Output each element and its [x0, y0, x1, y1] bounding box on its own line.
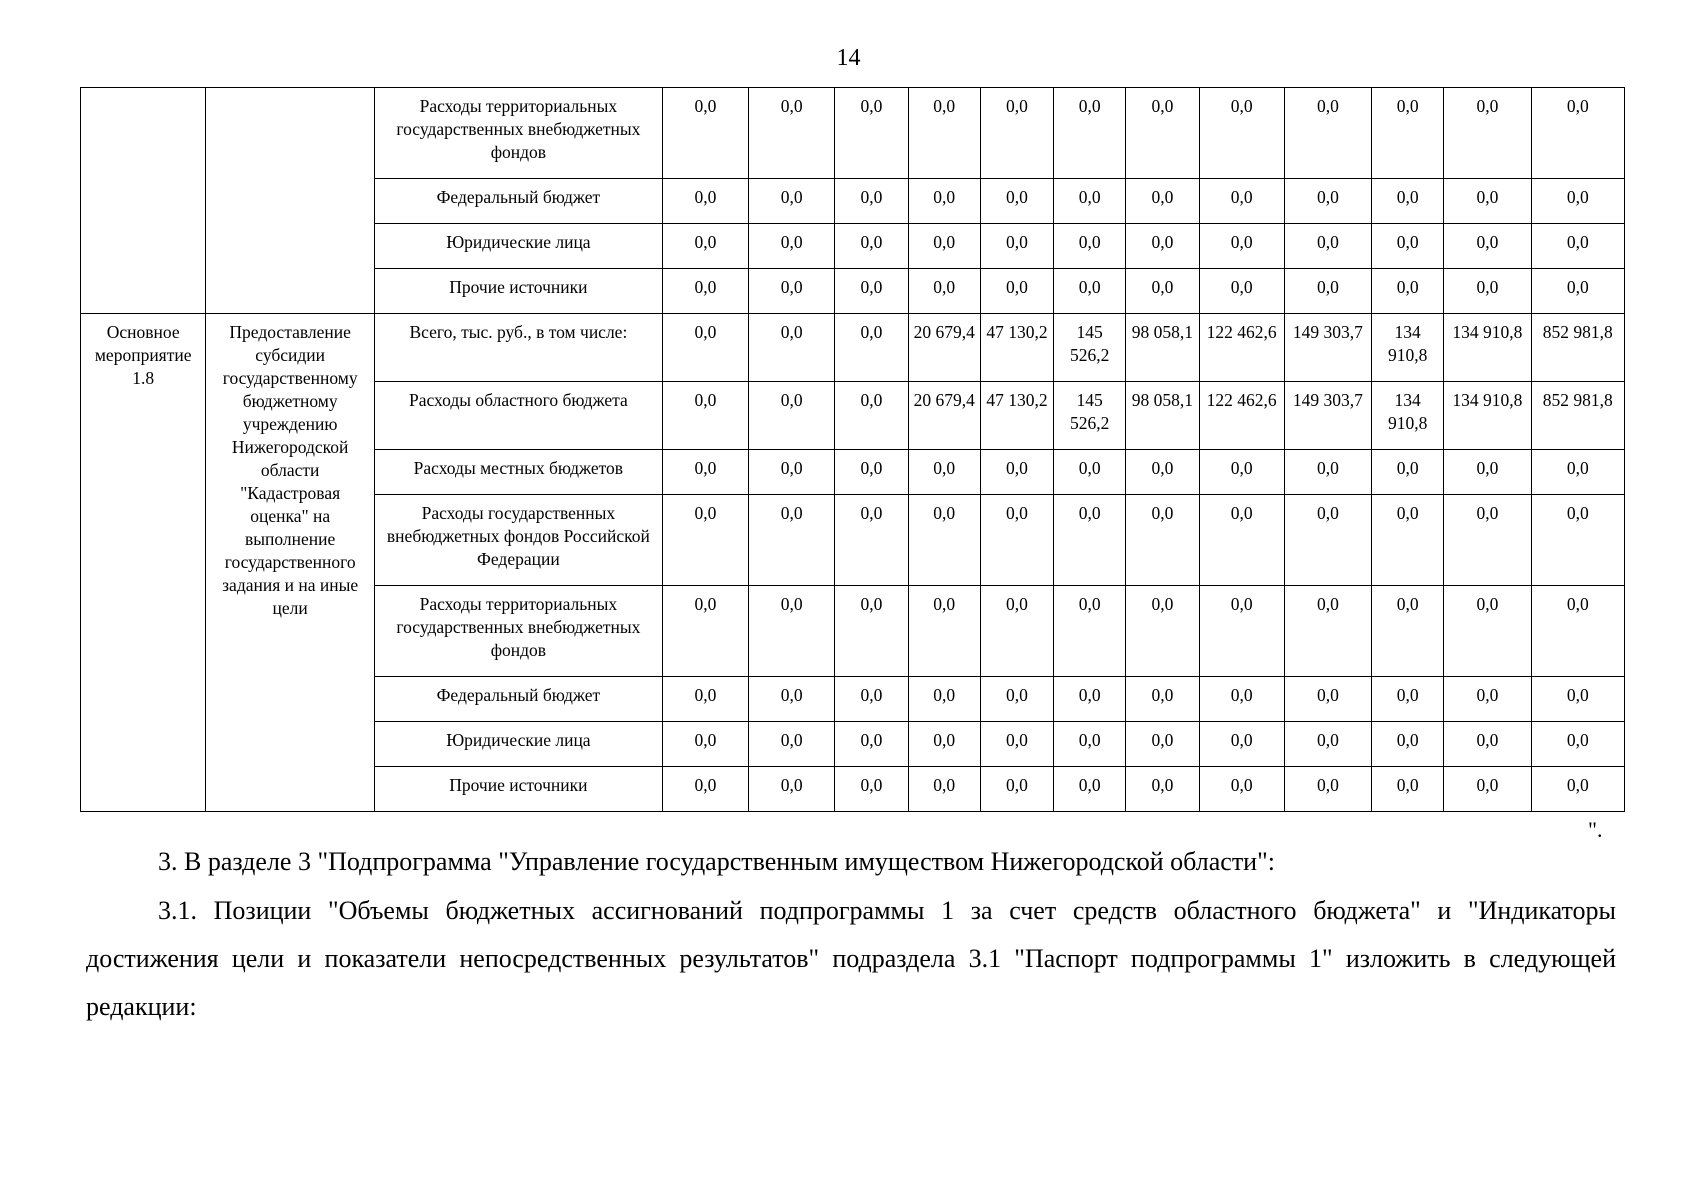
- value-cell: 852 981,8: [1531, 314, 1624, 382]
- value-cell: 0,0: [1126, 88, 1199, 179]
- source-cell: Юридические лица: [374, 224, 662, 269]
- value-cell: 0,0: [835, 586, 908, 677]
- value-cell: 0,0: [1284, 269, 1371, 314]
- value-cell: 0,0: [662, 450, 748, 495]
- value-cell: 0,0: [749, 450, 835, 495]
- value-cell: 0,0: [1054, 586, 1126, 677]
- source-cell: Расходы государственных внебюджетных фондов Российской Федерации: [374, 495, 662, 586]
- value-cell: 0,0: [1199, 224, 1284, 269]
- paragraph-section-3: 3. В разделе 3 "Подпрограмма "Управление государственным имуществом Нижегородской области":: [158, 847, 1275, 876]
- value-cell: 0,0: [749, 314, 835, 382]
- closing-quote-mark: ".: [1588, 817, 1603, 842]
- value-cell: 0,0: [1531, 677, 1624, 722]
- table-row: [81, 88, 1625, 179]
- source-cell: Федеральный бюджет: [374, 179, 662, 224]
- page-number: 14: [836, 45, 861, 71]
- value-cell: 0,0: [1054, 224, 1126, 269]
- value-cell: 0,0: [1054, 450, 1126, 495]
- value-cell: 0,0: [749, 495, 835, 586]
- value-cell: 0,0: [835, 767, 908, 812]
- value-cell: 0,0: [1284, 179, 1371, 224]
- value-cell: 0,0: [1531, 179, 1624, 224]
- value-cell: 0,0: [1199, 767, 1284, 812]
- value-cell: 0,0: [1199, 450, 1284, 495]
- value-cell: 134 910,8: [1444, 382, 1531, 450]
- value-cell: 0,0: [908, 722, 980, 767]
- value-cell: 0,0: [835, 495, 908, 586]
- value-cell: 0,0: [749, 269, 835, 314]
- value-cell: 0,0: [749, 767, 835, 812]
- value-cell: 0,0: [1284, 88, 1371, 179]
- value-cell: 0,0: [1284, 450, 1371, 495]
- value-cell: 0,0: [835, 450, 908, 495]
- value-cell: 149 303,7: [1284, 314, 1371, 382]
- value-cell: 0,0: [835, 88, 908, 179]
- value-cell: 0,0: [1531, 88, 1624, 179]
- value-cell: 0,0: [1284, 677, 1371, 722]
- value-cell: 0,0: [1284, 586, 1371, 677]
- value-cell: 0,0: [1199, 586, 1284, 677]
- value-cell: 0,0: [1372, 450, 1444, 495]
- value-cell: 0,0: [980, 179, 1053, 224]
- value-cell: 134 910,8: [1372, 382, 1444, 450]
- source-cell: Расходы территориальных государственных внебюджетных фондов: [374, 88, 662, 179]
- value-cell: 0,0: [662, 382, 748, 450]
- value-cell: 0,0: [908, 767, 980, 812]
- value-cell: 0,0: [1444, 179, 1531, 224]
- value-cell: 0,0: [980, 495, 1053, 586]
- value-cell: 0,0: [1444, 767, 1531, 812]
- paragraph-section-3-1: 3.1. Позиции "Объемы бюджетных ассигнований подпрограммы 1 за счет средств областного бюджета" и "Индикаторы достижения цели и показатели непосредственных результатов" подраздела 3.1 "Паспорт подпрограммы 1" изложить в следующей редакции:: [86, 896, 1616, 1021]
- description-cell: Предоставление субсидии государственному бюджетному учреждению Нижегородской области "Кадастровая оценка" на выполнение государственного задания и на иные цели: [206, 314, 375, 812]
- value-cell: 0,0: [662, 677, 748, 722]
- source-cell: Всего, тыс. руб., в том числе:: [374, 314, 662, 382]
- value-cell: 0,0: [1372, 269, 1444, 314]
- table-row: [81, 314, 1625, 382]
- value-cell: 0,0: [1054, 495, 1126, 586]
- value-cell: 0,0: [835, 677, 908, 722]
- value-cell: 0,0: [1126, 722, 1199, 767]
- value-cell: 122 462,6: [1199, 382, 1284, 450]
- value-cell: 0,0: [749, 179, 835, 224]
- value-cell: 0,0: [908, 269, 980, 314]
- source-cell: Расходы местных бюджетов: [374, 450, 662, 495]
- source-cell: Расходы территориальных государственных внебюджетных фондов: [374, 586, 662, 677]
- value-cell: 0,0: [1054, 767, 1126, 812]
- value-cell: 20 679,4: [908, 382, 980, 450]
- activity-cell-empty: [81, 88, 206, 314]
- value-cell: 134 910,8: [1372, 314, 1444, 382]
- value-cell: 0,0: [1531, 722, 1624, 767]
- value-cell: 0,0: [1531, 450, 1624, 495]
- value-cell: 0,0: [1284, 495, 1371, 586]
- value-cell: 0,0: [749, 586, 835, 677]
- value-cell: 0,0: [1199, 88, 1284, 179]
- value-cell: 0,0: [835, 179, 908, 224]
- value-cell: 0,0: [662, 314, 748, 382]
- value-cell: 0,0: [1372, 722, 1444, 767]
- value-cell: 0,0: [662, 269, 748, 314]
- value-cell: 0,0: [1372, 179, 1444, 224]
- value-cell: 0,0: [908, 586, 980, 677]
- value-cell: 0,0: [1199, 677, 1284, 722]
- value-cell: 0,0: [1199, 722, 1284, 767]
- value-cell: 0,0: [1126, 495, 1199, 586]
- value-cell: 0,0: [908, 224, 980, 269]
- value-cell: 0,0: [1284, 722, 1371, 767]
- value-cell: 0,0: [1372, 88, 1444, 179]
- value-cell: 0,0: [1444, 88, 1531, 179]
- value-cell: 0,0: [1444, 269, 1531, 314]
- value-cell: 47 130,2: [980, 382, 1053, 450]
- value-cell: 0,0: [1531, 495, 1624, 586]
- value-cell: 0,0: [1444, 450, 1531, 495]
- value-cell: 0,0: [1126, 269, 1199, 314]
- value-cell: 0,0: [1054, 677, 1126, 722]
- value-cell: 47 130,2: [980, 314, 1053, 382]
- value-cell: 0,0: [1372, 767, 1444, 812]
- value-cell: 0,0: [980, 722, 1053, 767]
- source-cell: Юридические лица: [374, 722, 662, 767]
- value-cell: 0,0: [1126, 767, 1199, 812]
- value-cell: 134 910,8: [1444, 314, 1531, 382]
- value-cell: 0,0: [835, 224, 908, 269]
- value-cell: 0,0: [662, 88, 748, 179]
- value-cell: 0,0: [1531, 224, 1624, 269]
- value-cell: 145 526,2: [1054, 382, 1126, 450]
- value-cell: 0,0: [1284, 224, 1371, 269]
- value-cell: 0,0: [1126, 586, 1199, 677]
- value-cell: 0,0: [1372, 677, 1444, 722]
- value-cell: 0,0: [980, 450, 1053, 495]
- source-cell: Прочие источники: [374, 269, 662, 314]
- source-cell: Прочие источники: [374, 767, 662, 812]
- value-cell: 0,0: [835, 382, 908, 450]
- value-cell: 98 058,1: [1126, 382, 1199, 450]
- value-cell: 0,0: [980, 224, 1053, 269]
- value-cell: 0,0: [908, 677, 980, 722]
- value-cell: 0,0: [835, 722, 908, 767]
- value-cell: 0,0: [749, 677, 835, 722]
- value-cell: 0,0: [1444, 677, 1531, 722]
- value-cell: 0,0: [749, 88, 835, 179]
- value-cell: 122 462,6: [1199, 314, 1284, 382]
- value-cell: 0,0: [1372, 586, 1444, 677]
- value-cell: 0,0: [835, 269, 908, 314]
- value-cell: 0,0: [980, 767, 1053, 812]
- value-cell: 0,0: [1126, 450, 1199, 495]
- value-cell: 0,0: [980, 269, 1053, 314]
- value-cell: 0,0: [1372, 495, 1444, 586]
- value-cell: 0,0: [908, 450, 980, 495]
- value-cell: 20 679,4: [908, 314, 980, 382]
- value-cell: 0,0: [1199, 495, 1284, 586]
- source-cell: Расходы областного бюджета: [374, 382, 662, 450]
- value-cell: 0,0: [908, 495, 980, 586]
- value-cell: 0,0: [1199, 179, 1284, 224]
- value-cell: 0,0: [1126, 224, 1199, 269]
- value-cell: 0,0: [980, 586, 1053, 677]
- value-cell: 0,0: [1199, 269, 1284, 314]
- value-cell: 0,0: [662, 722, 748, 767]
- value-cell: 0,0: [1054, 179, 1126, 224]
- value-cell: 0,0: [749, 722, 835, 767]
- value-cell: 0,0: [662, 224, 748, 269]
- budget-table: [80, 87, 1625, 812]
- value-cell: 0,0: [1444, 586, 1531, 677]
- value-cell: 0,0: [1284, 767, 1371, 812]
- value-cell: 0,0: [1054, 722, 1126, 767]
- value-cell: 0,0: [980, 88, 1053, 179]
- value-cell: 0,0: [1444, 224, 1531, 269]
- value-cell: 0,0: [662, 586, 748, 677]
- value-cell: 0,0: [980, 677, 1053, 722]
- value-cell: 0,0: [1054, 269, 1126, 314]
- value-cell: 0,0: [1531, 767, 1624, 812]
- value-cell: 0,0: [662, 179, 748, 224]
- value-cell: 149 303,7: [1284, 382, 1371, 450]
- value-cell: 0,0: [1126, 677, 1199, 722]
- activity-cell: Основное мероприятие 1.8: [81, 314, 206, 812]
- value-cell: 0,0: [835, 314, 908, 382]
- value-cell: 0,0: [749, 382, 835, 450]
- value-cell: 0,0: [1444, 722, 1531, 767]
- value-cell: 0,0: [1444, 495, 1531, 586]
- value-cell: 145 526,2: [1054, 314, 1126, 382]
- value-cell: 0,0: [1054, 88, 1126, 179]
- value-cell: 0,0: [908, 88, 980, 179]
- value-cell: 0,0: [1531, 269, 1624, 314]
- value-cell: 0,0: [749, 224, 835, 269]
- value-cell: 0,0: [1531, 586, 1624, 677]
- value-cell: 852 981,8: [1531, 382, 1624, 450]
- value-cell: 0,0: [1372, 224, 1444, 269]
- source-cell: Федеральный бюджет: [374, 677, 662, 722]
- description-cell-empty: [206, 88, 375, 314]
- value-cell: 0,0: [662, 495, 748, 586]
- value-cell: 98 058,1: [1126, 314, 1199, 382]
- value-cell: 0,0: [908, 179, 980, 224]
- value-cell: 0,0: [1126, 179, 1199, 224]
- value-cell: 0,0: [662, 767, 748, 812]
